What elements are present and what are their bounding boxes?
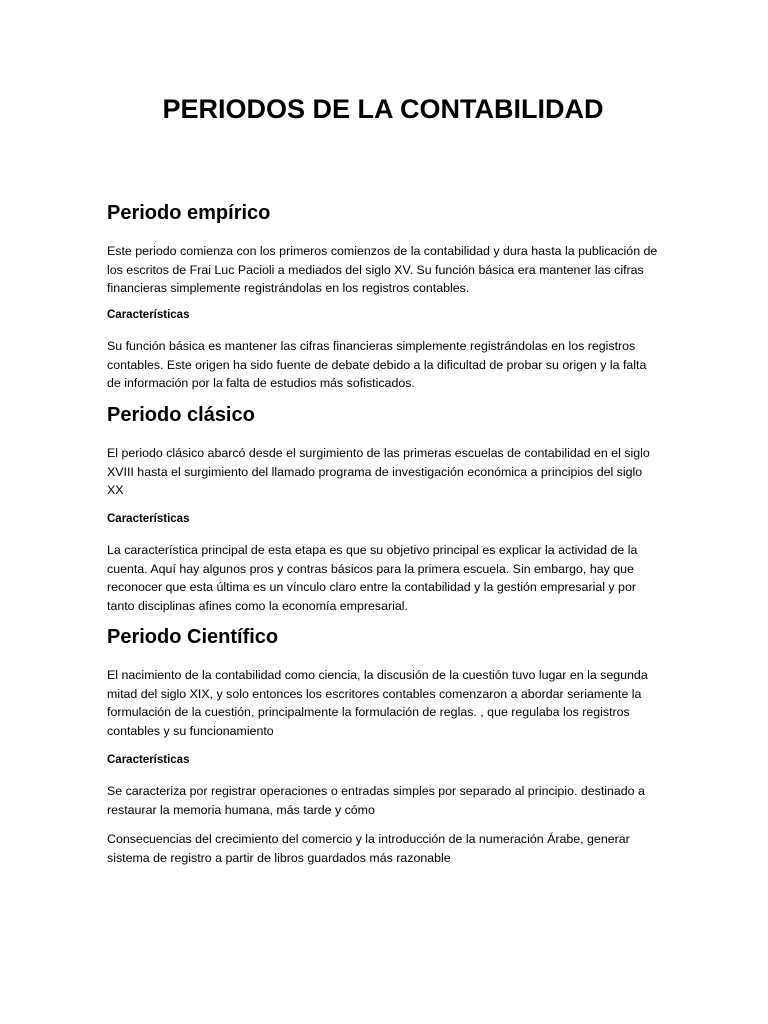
section-intro-cientifico: El nacimiento de la contabilidad como ciencia, la discusión de la cuestión tuvo lugar en la segunda mitad del siglo XIX, y solo entonces los escritores contables comenzaron a abordar seriamente la formulación de la cuestión, principalmente la formulación de reglas. , que regulaba los registros contables y su funcionamiento: [107, 668, 648, 738]
section-heading-cientifico: Periodo Científico: [107, 626, 279, 648]
features-text-cientifico-1: Se caracteriza por registrar operaciones o entradas simples por separado al principio. destinado a restaurar la memoria humana, más tarde y cómo: [107, 784, 645, 817]
document-title: PERIODOS DE LA CONTABILIDAD: [162, 94, 604, 124]
features-text-cientifico-2: Consecuencias del crecimiento del comercio y la introducción de la numeración Árabe, generar sistema de registro a partir de libros guardados más razonable: [107, 832, 630, 865]
features-text-clasico: La característica principal de esta etapa es que su objetivo principal es explicar la actividad de la cuenta. Aquí hay algunos pros y contras básicos para la primera escuela. Sin embargo, hay que reconocer que esta última es un vínculo claro entre la contabilidad y la gestión empresarial y por tanto disciplinas afines como la economía empresarial.: [107, 543, 638, 613]
section-intro-clasico: El periodo clásico abarcó desde el surgimiento de las primeras escuelas de contabilidad en el siglo XVIII hasta el surgimiento del llamado programa de investigación económica a principios del siglo XX: [107, 446, 650, 497]
features-label-cientifico: Características: [107, 754, 190, 766]
features-text-empirico: Su función básica es mantener las cifras financieras simplemente registrándolas en los registros contables. Este origen ha sido fuente de debate debido a la dificultad de probar su origen y la falta de información por la falta de estudios más sofisticados.: [107, 339, 647, 390]
section-heading-empirico: Periodo empírico: [107, 202, 271, 224]
section-intro-empirico: Este periodo comienza con los primeros comienzos de la contabilidad y dura hasta la publicación de los escritos de Frai Luc Pacioli a mediados del siglo XV. Su función básica era mantener las cifras financieras simplemente registrándolas en los registros contables.: [107, 244, 658, 295]
features-label-clasico: Características: [107, 513, 190, 525]
features-label-empirico: Características: [107, 309, 190, 321]
section-heading-clasico: Periodo clásico: [107, 404, 255, 426]
